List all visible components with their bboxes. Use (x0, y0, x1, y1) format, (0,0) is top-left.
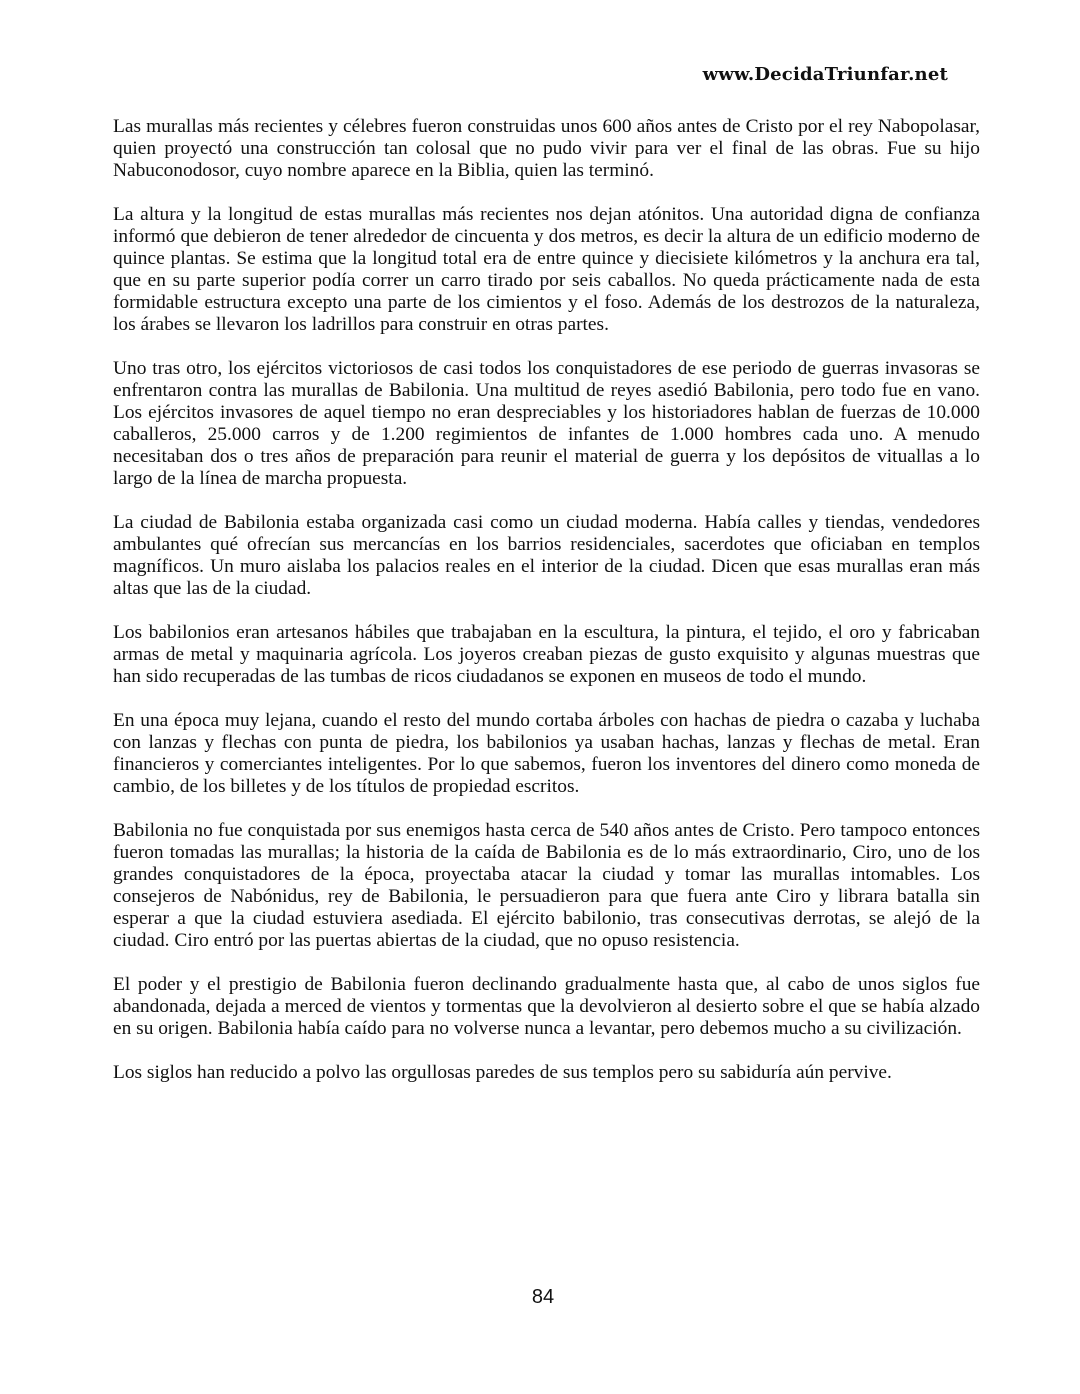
site-url-header: www.DecidaTriunfar.net (702, 64, 948, 85)
paragraph: Los babilonios eran artesanos hábiles que trabajaban en la escultura, la pintura, el tejido, el oro y fabricaban armas de metal y maquinaria agrícola. Los joyeros creaban piezas de gusto exquisito y algunas muestras que han sido recuperadas de las tumbas de ricos ciudadanos se exponen en museos de todo el mundo. (113, 622, 980, 687)
paragraph: En una época muy lejana, cuando el resto del mundo cortaba árboles con hachas de piedra o cazaba y luchaba con lanzas y flechas con punta de piedra, los babilonios ya usaban hachas, lanzas y flechas de metal. Eran financieros y comerciantes inteligentes. Por lo que sabemos, fueron los inventores del dinero como moneda de cambio, de los billetes y de los títulos de propiedad escritos. (113, 710, 980, 797)
body-text (113, 116, 980, 1106)
paragraph: La ciudad de Babilonia estaba organizada casi como un ciudad moderna. Había calles y tiendas, vendedores ambulantes qué ofrecían sus mercancías en los barrios residenciales, sacerdotes que oficiaban en templos magníficos. Un muro aislaba los palacios reales en el interior de la ciudad. Dicen que esas murallas eran más altas que las de la ciudad. (113, 512, 980, 599)
paragraph: Los siglos han reducido a polvo las orgullosas paredes de sus templos pero su sabiduría aún pervive. (113, 1062, 892, 1083)
page-number: 84 (531, 1286, 555, 1308)
paragraph: El poder y el prestigio de Babilonia fueron declinando gradualmente hasta que, al cabo de unos siglos fue abandonada, dejada a merced de vientos y tormentas que la devolvieron al desierto sobre el que se había alzado en su origen. Babilonia había caído para no volverse nunca a levantar, pero debemos mucho a su civilización. (113, 974, 980, 1039)
paragraph: Babilonia no fue conquistada por sus enemigos hasta cerca de 540 años antes de Cristo. Pero tampoco entonces fueron tomadas las murallas; la historia de la caída de Babilonia es de lo más extraordinario, Ciro, uno de los grandes conquistadores de la época, proyectaba atacar la ciudad y tomar las murallas intomables. Los consejeros de Nabónidus, rey de Babilonia, le persuadieron para que fuera ante Ciro y librara batalla sin esperar a que la ciudad estuviera asediada. El ejército babilonio, tras consecutivas derrotas, se alejó de la ciudad. Ciro entró por las puertas abiertas de la ciudad, que no opuso resistencia. (113, 820, 980, 951)
paragraph: Las murallas más recientes y célebres fueron construidas unos 600 años antes de Cristo por el rey Nabopolasar, quien proyectó una construcción tan colosal que no pudo vivir para ver el final de las obras. Fue su hijo Nabuconodosor, cuyo nombre aparece en la Biblia, quien las terminó. (113, 116, 980, 181)
paragraph: La altura y la longitud de estas murallas más recientes nos dejan atónitos. Una autoridad digna de confianza informó que debieron de tener alrededor de cincuenta y dos metros, es decir la altura de un edificio moderno de quince plantas. Se estima que la longitud total era de entre quince y diecisiete kilómetros y la anchura era tal, que en su parte superior podía correr un carro tirado por seis caballos. No queda prácticamente nada de esta formidable estructura excepto una parte de los cimientos y el foso. Además de los destrozos de la naturaleza, los árabes se llevaron los ladrillos para construir en otras partes. (113, 204, 980, 335)
paragraph: Uno tras otro, los ejércitos victoriosos de casi todos los conquistadores de ese periodo de guerras invasoras se enfrentaron contra las murallas de Babilonia. Una multitud de reyes asedió Babilonia, pero todo fue en vano. Los ejércitos invasores de aquel tiempo no eran despreciables y los historiadores hablan de fuerzas de 10.000 caballeros, 25.000 carros y de 1.200 regimientos de infantes de 1.000 hombres cada uno. A menudo necesitaban dos o tres años de preparación para reunir el material de guerra y los depósitos de vituallas a lo largo de la línea de marcha propuesta. (113, 358, 980, 489)
